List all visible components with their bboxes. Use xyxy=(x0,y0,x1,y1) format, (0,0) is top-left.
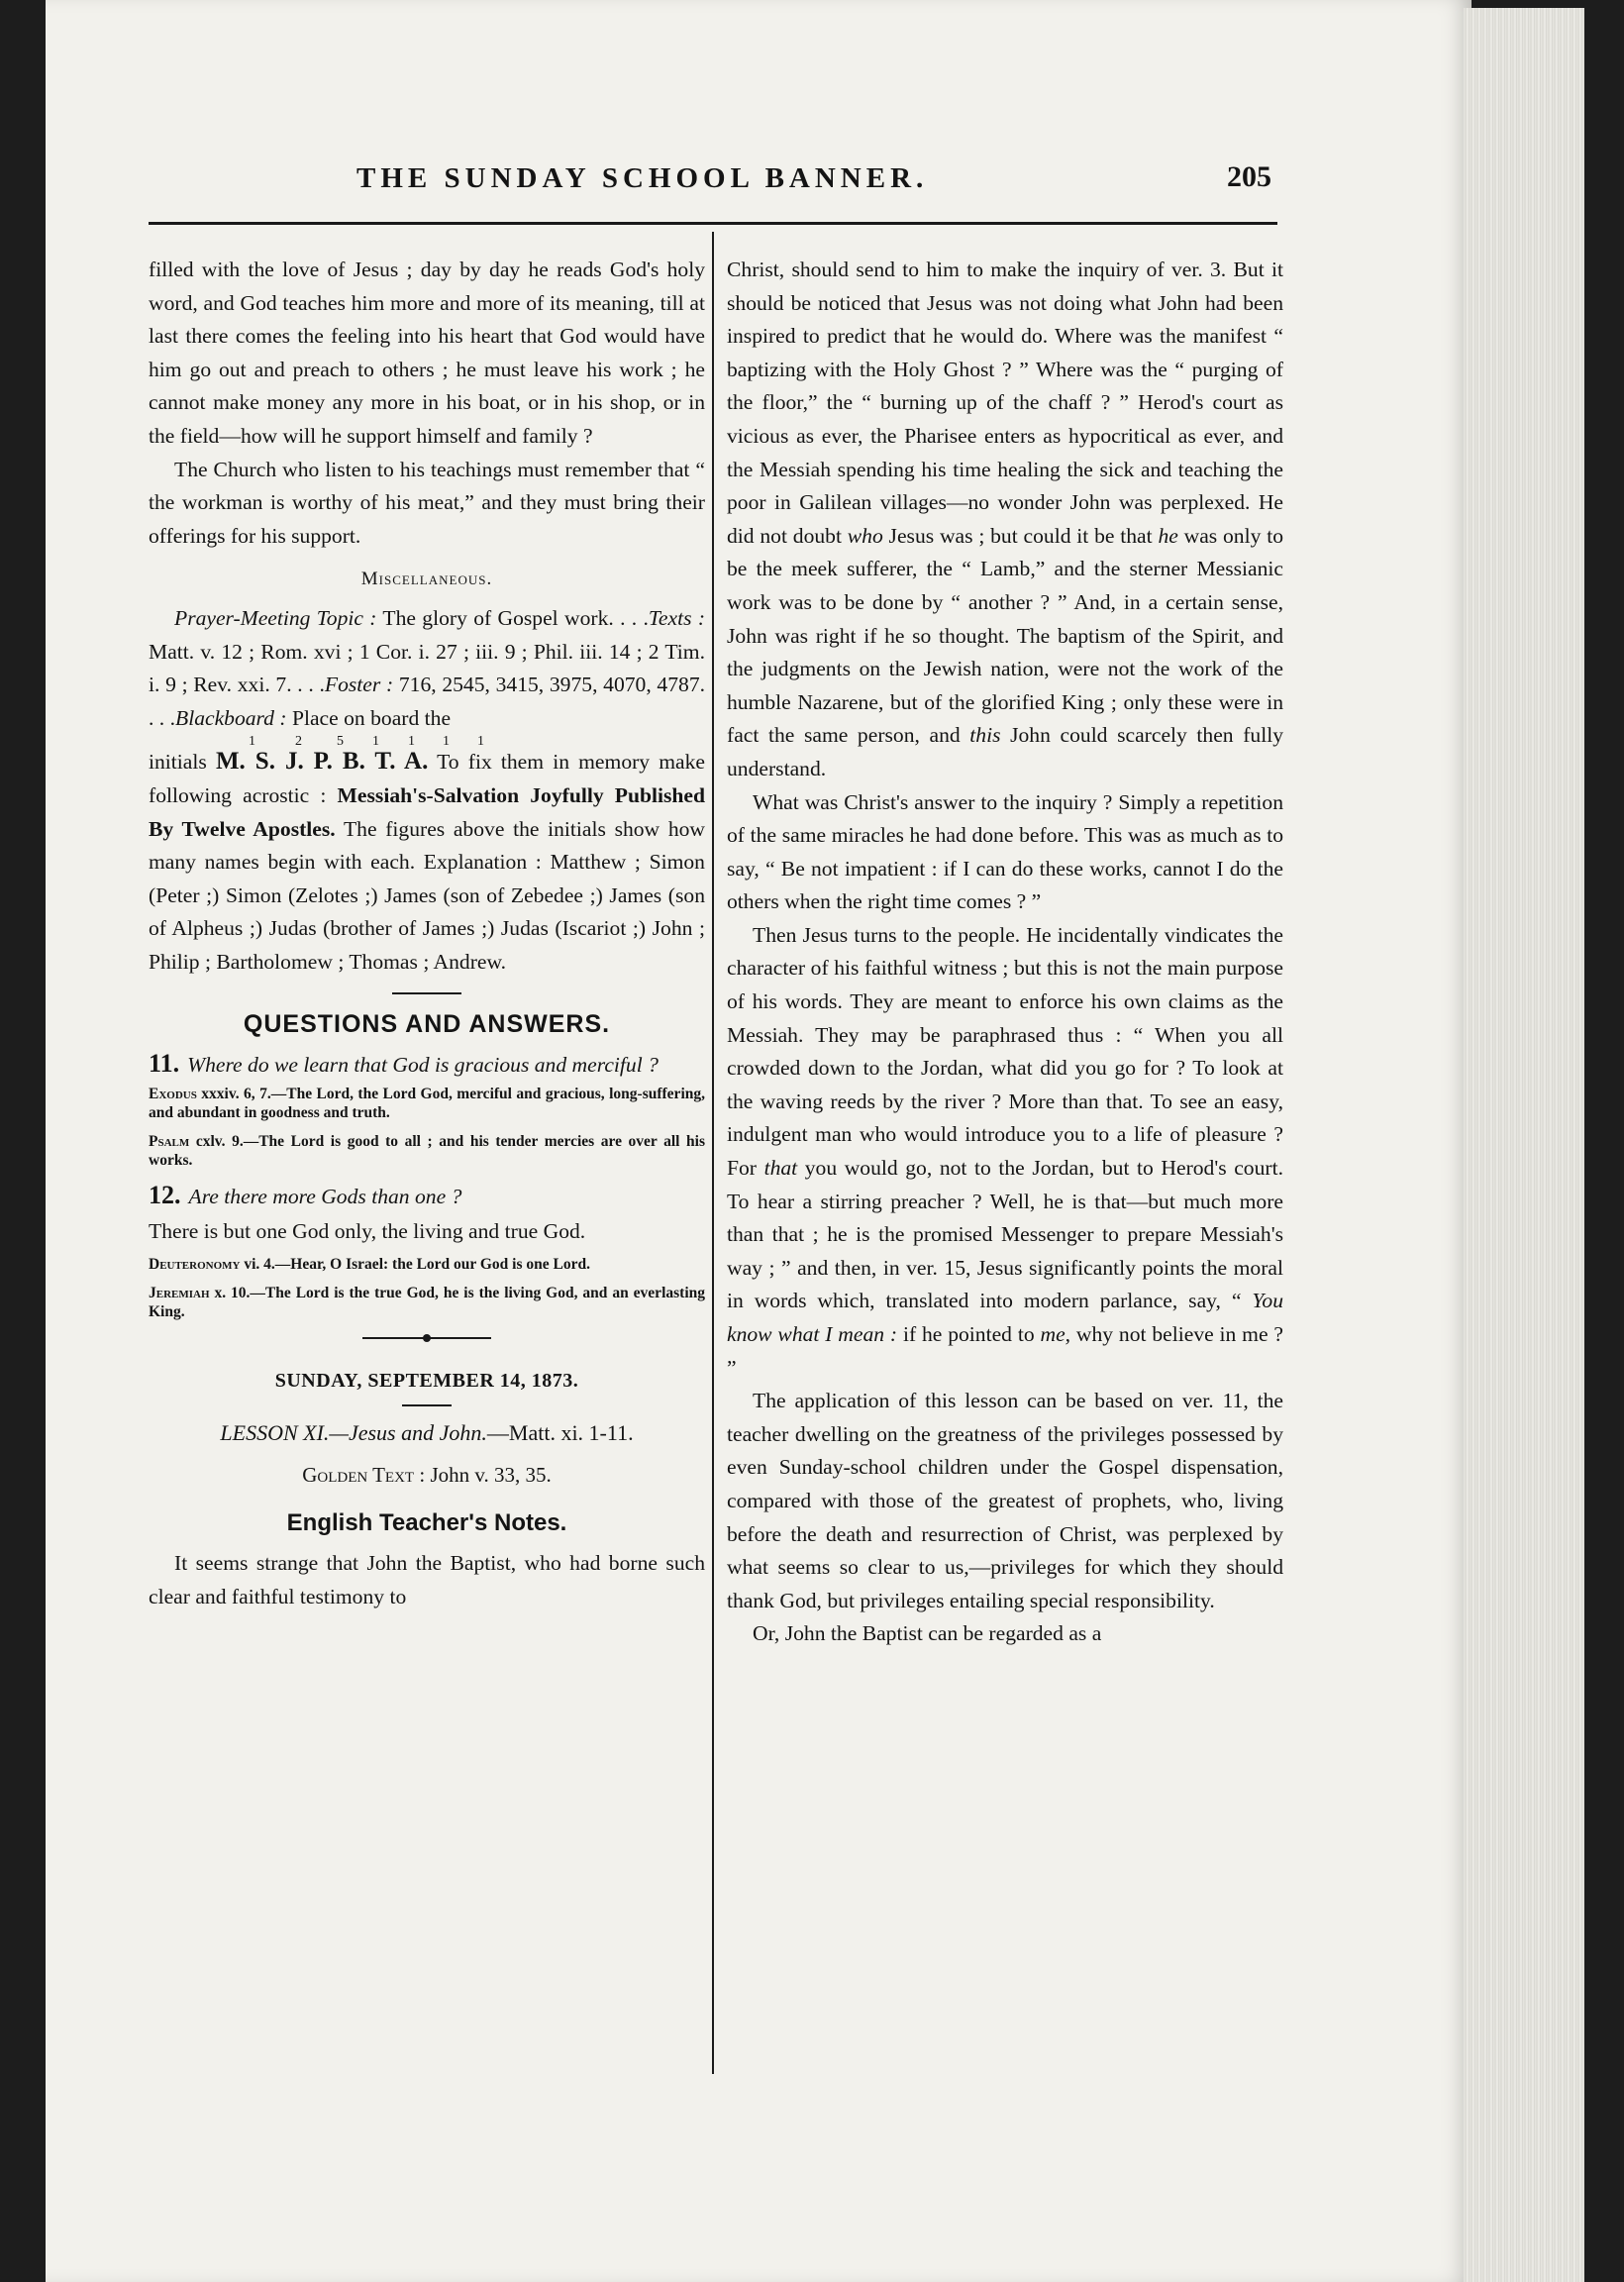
italic-run: who xyxy=(847,523,883,548)
reference-text: xxxiv. 6, 7.—The Lord, the Lord God, merciful and gracious, long-suffering, and abundant in goodness and truth. xyxy=(149,1086,705,1122)
figure-a: 1 xyxy=(477,734,484,750)
italic-run: this xyxy=(969,723,1001,748)
text-run: you would go, not to the Jordan, but to Herod's court. To hear a stirring preacher ? Well, he is that—but much more than that ; he is the promised Messenger to prepare Messiah's way ; ” and then, in ver. 15, Jesus significantly points the moral in words which, translated into modern parlance, say, “ xyxy=(727,1156,1283,1313)
question-12-number: 12. xyxy=(149,1181,181,1210)
acrostic-explanation: The figures above the initials show how many names begin with each. Explanation : xyxy=(149,816,706,875)
golden-text-reference: John v. 33, 35. xyxy=(425,1463,552,1488)
blackboard-label: Blackboard : xyxy=(175,705,287,730)
texts-references: Matt. v. 12 ; Rom. xvi ; 1 Cor. i. 27 ; iii. 9 ; Phil. iii. 14 ; 2 Tim. i. 9 ; Rev. xxi. 7. . . . xyxy=(149,639,705,697)
reference-text: x. 10.—The Lord is the true God, he is the living God, and an everlasting King. xyxy=(149,1285,705,1321)
text-run: John could scarcely then fully understand. xyxy=(727,723,1283,780)
question-11-text: Where do we learn that God is gracious and merciful ? xyxy=(187,1053,659,1078)
miscellaneous-paragraph xyxy=(149,602,705,735)
apostle-names: Matthew ; Simon (Peter ;) Simon (Zelotes ;) James (son of Zebedee ;) James (son of Alpheus ;) Judas (brother of James ;) Judas (Iscariot ;) John ; Philip ; Bartholomew ; Thomas ; Andrew. xyxy=(149,850,705,974)
initials-word: initials xyxy=(149,750,207,775)
figure-p: 1 xyxy=(372,734,379,750)
initials-figures xyxy=(149,734,705,750)
initials-paragraph xyxy=(149,745,705,979)
lesson-title xyxy=(149,1416,705,1450)
question-11-reference-1 xyxy=(149,1085,705,1122)
header-rule xyxy=(149,222,1277,225)
left-column xyxy=(149,254,705,1614)
golden-text-label: Golden Text : xyxy=(302,1463,426,1488)
question-12-reference-1 xyxy=(149,1255,705,1274)
question-12 xyxy=(149,1180,705,1212)
initials-letters: M. S. J. P. B. T. A. xyxy=(215,748,429,776)
page-edges xyxy=(1464,8,1584,2282)
teacher-notes-heading: English Teacher's Notes. xyxy=(286,1508,567,1536)
italic-run: he xyxy=(1158,523,1178,548)
prayer-meeting-text: The glory of Gospel work. . . . xyxy=(376,605,649,630)
right-paragraph-5: Or, John the Baptist can be regarded as a xyxy=(753,1621,1102,1646)
short-rule xyxy=(402,1404,452,1406)
left-paragraph-2: The Church who listen to his teachings must remember that “ the workman is worthy of his meat,” and they must bring their offerings for his support. xyxy=(149,457,705,548)
right-paragraph-3 xyxy=(727,919,1283,1385)
figure-j: 5 xyxy=(337,734,344,750)
column-divider xyxy=(712,232,714,2074)
question-12-answer: There is but one God only, the living and true God. xyxy=(149,1219,586,1244)
teacher-notes-paragraph: It seems strange that John the Baptist, who had borne such clear and faithful testimony to xyxy=(149,1551,705,1609)
sunday-date-heading: SUNDAY, SEPTEMBER 14, 1873. xyxy=(274,1370,579,1393)
text-run: Jesus was ; but could it be that xyxy=(882,523,1159,548)
figure-b: 1 xyxy=(408,734,415,750)
question-12-reference-2 xyxy=(149,1284,705,1321)
section-separator xyxy=(392,992,461,994)
initials-tail: To fix them in memory make following acrostic : xyxy=(149,750,706,807)
text-run: was only to be the meek sufferer, the “ Lamb,” and the sterner Messianic work was to be done by “ another ? ” And, in a certain sense, John was right if he so thought. The baptism of the Spirit, and the judgments on the Jewish nation, were not the work of the humble Nazarene, but of the glorified King ; only these were in fact the same person, and xyxy=(727,523,1283,748)
right-paragraph-1 xyxy=(727,254,1283,786)
right-paragraph-4: The application of this lesson can be based on ver. 11, the teacher dwelling on the greatness of the privileges possessed by even Sunday-school children under the Gospel dispensation, compared with those of the greatest of prophets, who, living before the death and resurrection of Christ, was perplexed by what seems so clear to us,—privileges for which they should thank God, but privileges entailing special responsibility. xyxy=(727,1389,1283,1612)
reference-book: Exodus xyxy=(149,1086,197,1103)
acrostic: Messiah's-Salvation Joyfully Published By Twelve Apostles. xyxy=(149,782,705,841)
right-column xyxy=(727,254,1283,1651)
foster-numbers: 716, 2545, 3415, 3975, 4070, 4787. . . . xyxy=(149,673,706,730)
left-paragraph-1: filled with the love of Jesus ; day by day he reads God's holy word, and God teaches him more and more of its meaning, till at last there comes the feeling into his heart that God would have him go out and preach to others ; he must leave his work ; he cannot make money any more in his boat, or in his shop, or in the field—how will he support himself and family ? xyxy=(149,258,705,448)
right-paragraph-2: What was Christ's answer to the inquiry ? Simply a repetition of the same miracles he had done before. This was as much as to say, “ Be not impatient : if I can do these works, cannot I do the others when the right time comes ? ” xyxy=(727,789,1283,914)
question-11-number: 11. xyxy=(149,1049,180,1079)
lesson-title-italic: LESSON XI.—Jesus and John. xyxy=(220,1419,487,1445)
dotted-separator xyxy=(362,1337,491,1347)
question-11 xyxy=(149,1048,705,1081)
question-11-reference-2 xyxy=(149,1132,705,1170)
page-number: 205 xyxy=(1227,160,1271,193)
text-run: if he pointed to xyxy=(897,1322,1041,1346)
figure-m: 1 xyxy=(249,734,255,750)
foster-label: Foster : xyxy=(324,673,394,697)
text-run: Then Jesus turns to the people. He incidentally vindicates the character of his faithful witness ; but this is not the main purpose of his words. They are meant to enforce his own claims as the Messiah. They may be paraphrased thus : “ When you all crowded down to the Jordan, what did you go for ? To look at the waving reeds by the river ? More than that. To see an easy, indulgent man who would introduce you to a life of pleasure ? For xyxy=(727,922,1283,1181)
blackboard-text: Place on board the xyxy=(286,705,452,730)
miscellaneous-heading: Miscellaneous. xyxy=(360,569,493,590)
reference-book: Psalm xyxy=(149,1133,190,1151)
italic-run: me, xyxy=(1040,1322,1071,1346)
reference-book: Jeremiah xyxy=(149,1285,210,1302)
golden-text xyxy=(149,1459,705,1493)
prayer-meeting-label: Prayer-Meeting Topic : xyxy=(174,605,377,630)
question-12-text: Are there more Gods than one ? xyxy=(188,1185,462,1209)
text-run: why not believe in me ? ” xyxy=(727,1322,1283,1380)
italic-run: that xyxy=(763,1156,798,1181)
figure-t: 1 xyxy=(443,734,450,750)
reference-book: Deuteronomy xyxy=(149,1256,241,1274)
text-run: Christ, should send to him to make the inquiry of ver. 3. But it should be noticed that Jesus was not doing what John had been inspired to predict that he would do. Where was the manifest “ baptizing with the Holy Ghost ? ” Where was the “ purging of the floor,” the “ burning up of the chaff ? ” Herod's court as vicious as ever, the Pharisee enters as hypocritical as ever, and the Messiah spending his time healing the sick and teaching the poor in Galilean villages—no wonder John was perplexed. He did not doubt xyxy=(727,258,1283,548)
lesson-reference: —Matt. xi. 1-11. xyxy=(486,1419,634,1445)
questions-answers-heading: QUESTIONS AND ANSWERS. xyxy=(243,1010,611,1039)
reference-text: cxlv. 9.—The Lord is good to all ; and his tender mercies are over all his works. xyxy=(149,1133,705,1170)
reference-text: vi. 4.—Hear, O Israel: the Lord our God is one Lord. xyxy=(240,1256,590,1274)
figure-s: 2 xyxy=(295,734,302,750)
italic-run: You know what I mean : xyxy=(727,1289,1283,1346)
page-header xyxy=(149,158,1277,208)
texts-label: Texts : xyxy=(648,605,706,630)
running-title: THE SUNDAY SCHOOL BANNER. xyxy=(356,162,929,194)
